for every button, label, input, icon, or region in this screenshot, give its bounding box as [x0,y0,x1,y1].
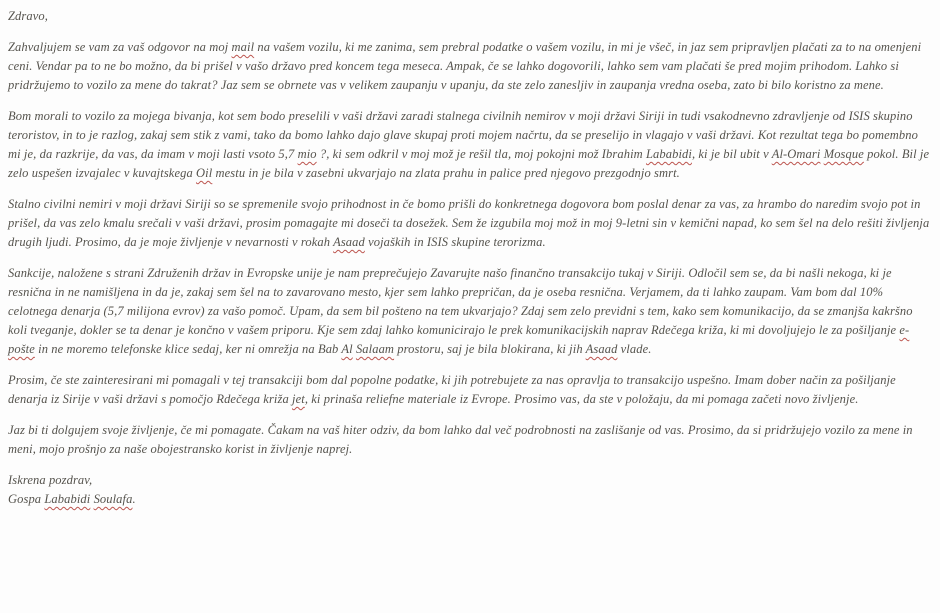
misspelled-word: Asaad [585,342,618,356]
misspelled-word: Oil [196,166,213,180]
text-segment: Bom morali to vozilo za mojega bivanja, kot sem bodo preselili v vaši državi zaradi stalnega civilnih nemirov v moji državi Siriji in tudi vsakodnevno zdravljenje od ISIS skupino teroristov, in to je razlog, zakaj sem stik z vami, tako da bomo lahko dajo glave skupaj proti mojem načrtu, da se preselijo in vlagajo v vaši državi. Kot rezultat tega bo pomembno mi je, da razkrije, da vas, da imam v moji lasti vsoto 5,7 [8,109,918,161]
paragraph [8,38,932,95]
text-segment: Stalno civilni nemiri v moji državi Siriji so se spremenile svojo prihodnost in če bomo prišli do konkretnega dogovora bom poslal denar za vas, za hrambo do naredim svojo pot in prišel, da vas zelo kmalu srečali v vaši državi, prosim pomagajte mi doseči ta dosežek. Sem že izgubila moj mož in moj 9-letni sin v kemični napad, ko sem šel na delo rešiti življenja drugih ljudi. Prosimo, da je moje življenje v nevarnosti v rokah [8,197,930,249]
text-segment: Jaz bi ti dolgujem svoje življenje, če mi pomagate. Čakam na vaš hiter odziv, da bom lahko dal več podrobnosti na zaslišanje od vas. Prosimo, da si pridržujejo vozilo za mene in meni, mojo prošnjo za naše obojestransko korist in življenje naprej. [8,423,913,456]
misspelled-word: mail [231,40,255,54]
paragraph [8,7,932,26]
text-segment: , ki prinaša reliefne materiale iz Evrope. Prosimo vas, da ste v položaju, da mi pomaga začeti novo življenje. [304,392,859,406]
paragraph [8,471,932,509]
paragraph [8,371,932,409]
text-segment: in ne moremo telefonske klice sedaj, ker ni omrežja na Bab [34,342,342,356]
text-segment: mestu in je bila v zasebni ukvarjajo na zlata prahu in palice pred njegovo prezgodnjo smrt. [212,166,680,180]
text-segment: prostoru, saj je bila blokirana, ki jih [394,342,586,356]
misspelled-word: Lababidi [646,147,692,161]
text-segment: vlade. [617,342,652,356]
text-segment: na vašem vozilu, ki me zanima, sem prebral podatke o vašem vozilu, in mi je všeč, in jaz sem pripravljen plačati za to na omenjeni ceni. Vendar pa to ne bo možno, da bi prišel v vašo državo pred koncem tega meseca. Ampak, če se lahko dogovorili, lahko sem vam plačati še pred mojim prihodom. Lahko si pridržujemo to vozilo za mene do takrat? Jaz sem se obrnete vas v velikem zaupanju v upanju, da ste zelo zanesljiv in zaupanja vredna oseba, zato bi bilo koristno za mene. [8,40,922,92]
text-segment: . [132,492,136,506]
paragraph [8,107,932,183]
paragraph [8,421,932,459]
misspelled-word: Asaad [333,235,365,249]
letter-body [8,7,932,509]
misspelled-word: Lababidi [44,492,91,506]
text-segment: Gospa [8,492,45,506]
text-segment: Iskrena pozdrav, [8,473,93,487]
text-segment: pokol. Bil je zelo uspešen izvajalec v kuvajtskega [8,147,930,180]
paragraph [8,195,932,252]
text-segment: Zahvaljujem se vam za vaš odgovor na moj [8,40,232,54]
paragraph [8,264,932,359]
text-segment: , ki je bil ubit v [691,147,772,161]
text-segment: Prosim, če ste zainteresirani mi pomagali v tej transakciji bom dal popolne podatke, ki jih potrebujete za nas opravlja to transakcijo uspešno. Imam dober način za pošiljanje denarja iz Sirije v vaši državi s pomočjo Rdečega križa [8,373,896,406]
misspelled-word: Soulafa [93,492,133,506]
misspelled-word: Al-Omari [771,147,821,161]
text-segment: Sankcije, naložene s strani Združenih držav in Evropske unije je nam preprečujejo Zavarujte našo finančno transakcijo tukaj v Siriji. Odločil sem se, da bi našli nekoga, ki je resnična in ne namišljena in da je, zakaj sem šel na to zavarovano mesto, kjer sem lahko prepričan, da je oseba resnična. Verjamem, da ti lahko zaupam. Vam bom dal 10% celotnega denarja (5,7 milijona evrov) za vašo pomoč. Upam, da sem bil pošteno na tem ukvarjajo? Zdaj sem zelo previdni s tem, kako sem komunikacijo, da se zmanjša kakršno koli tveganje, dokler se ta denar je končno v vašem priporu. Kje sem zdaj lahko komunicirajo le prek komunikacijskih naprav Rdečega križa, ki mi dovoljujejo le za pošiljanje [8,266,913,337]
misspelled-word: Al [341,342,353,356]
misspelled-word: jet [292,392,305,406]
text-segment: Zdravo, [8,9,48,23]
text-segment: ?, ki sem odkril v moj mož je rešil tla, moj pokojni mož Ibrahim [316,147,646,161]
misspelled-word: Salaam [355,342,395,356]
misspelled-word: Mosque [823,147,864,161]
misspelled-word: e-pošte [8,323,910,356]
text-segment: vojaških in ISIS skupine terorizma. [364,235,546,249]
misspelled-word: mio [297,147,317,161]
